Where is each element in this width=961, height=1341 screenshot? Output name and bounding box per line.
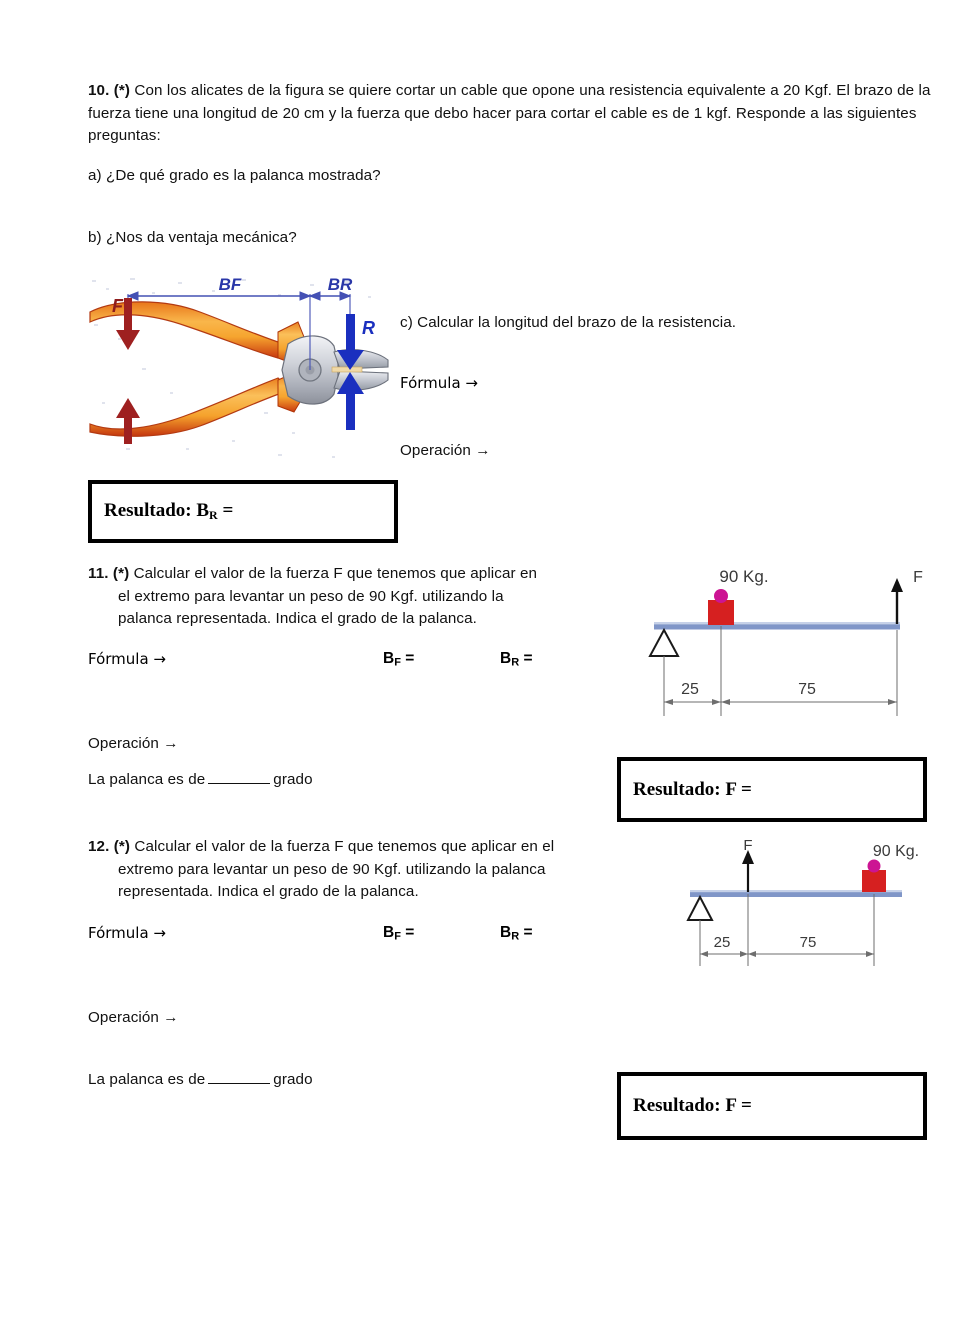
question-11-number: 11.	[88, 565, 109, 582]
question-12-bf-field: $B_F$ =	[383, 924, 415, 943]
weight-label-12: 90 Kg.	[872, 843, 920, 860]
question-12-result-box[interactable]	[617, 1072, 927, 1140]
weight-box	[862, 870, 886, 892]
question-11-marker: (*)	[112, 565, 130, 582]
question-11-bf-field: $B_F$ =	[383, 650, 415, 669]
question-10-part-c: c) Calcular la longitud del brazo de la resistencia.	[400, 314, 737, 331]
dim-right-label-12: 75	[799, 934, 817, 951]
dim-left-label-11: 25	[681, 681, 699, 698]
fulcrum-triangle	[688, 897, 712, 920]
lever-diagram-question-11	[640, 556, 940, 728]
question-10-statement	[88, 80, 936, 148]
dim-left-label-12: 25	[713, 934, 731, 951]
question-10-formula-label: Fórmula →	[400, 374, 478, 392]
question-12-marker: (*)	[113, 838, 131, 855]
question-11-formula-label: Fórmula →	[88, 650, 166, 668]
question-12-br-field: $B_R$ =	[500, 924, 533, 943]
question-11-degree-blank[interactable]	[208, 770, 270, 784]
fulcrum-triangle	[650, 630, 678, 656]
question-12-statement	[88, 836, 658, 904]
question-10-part-a: a) ¿De qué grado es la palanca mostrada?	[88, 167, 381, 184]
weight-dot	[714, 589, 728, 603]
question-10-number: 10.	[88, 82, 110, 99]
question-12-result-label: Resultado: F =	[633, 1095, 752, 1116]
question-10-body: Con los alicates de la figura se quiere cortar un cable que opone una resistencia equivalente a 20 Kgf. El brazo de la fuerza tiene una longitud de 20 cm y la fuerza que debo hacer para cortar el cable es de 1 kgf. Responde a las siguientes preguntas:	[88, 82, 931, 144]
force-arrows	[116, 298, 140, 444]
pliers-label-br: BR	[327, 275, 353, 294]
question-11-line-3: palanca representada. Indica el grado de la palanca.	[118, 610, 477, 627]
question-12-line-2: extremo para levantar un peso de 90 Kgf. utilizando la palanca	[118, 860, 546, 878]
question-11-statement	[88, 563, 634, 631]
cable-at-cutting-edge	[332, 367, 362, 372]
question-12-number: 12.	[88, 838, 110, 855]
question-11-line-1: 11. (*) Calcular el valor de la fuerza F que tenemos que aplicar en	[88, 565, 538, 582]
lever-beam	[654, 624, 900, 630]
pliers-label-bf: BF	[218, 275, 242, 294]
force-arrow-up	[742, 850, 754, 892]
dimension-lines	[700, 951, 874, 957]
question-11-line-2: el extremo para levantar un peso de 90 Kgf. utilizando la	[118, 587, 504, 605]
question-12-degree-blank[interactable]	[208, 1070, 270, 1084]
lower-handle	[90, 378, 290, 436]
lever-beam-highlight	[654, 622, 900, 624]
question-12-degree-line: La palanca es de grado	[88, 1071, 313, 1088]
lever-diagram-question-12	[676, 836, 938, 976]
question-12-line-3: representada. Indica el grado de la palanca.	[118, 883, 419, 900]
weight-label-11: 90 Kg.	[719, 567, 769, 586]
question-10-result-box[interactable]	[88, 480, 398, 543]
question-11-br-field: $B_R$ =	[500, 650, 533, 669]
question-11-result-box[interactable]	[617, 757, 927, 822]
pliers-lever-figure	[82, 272, 392, 467]
force-arrow-up	[891, 578, 903, 624]
lever-beam	[690, 892, 902, 897]
question-10-part-b: b) ¿Nos da ventaja mecánica?	[88, 229, 297, 246]
dim-right-label-11: 75	[798, 681, 816, 698]
weight-box	[708, 600, 734, 625]
question-11-result-label: Resultado: F =	[633, 778, 752, 800]
weight-dot	[868, 860, 881, 873]
question-10-marker: (*)	[113, 82, 131, 99]
question-10-operation-label: Operación →	[400, 442, 491, 459]
dimension-extension-lines	[700, 894, 874, 966]
pliers-label-r: R	[362, 318, 375, 338]
question-12-operation-label: Operación →	[88, 1009, 179, 1026]
question-12-line-1: 12. (*) Calcular el valor de la fuerza F que tenemos que aplicar en el	[88, 838, 555, 855]
question-11-degree-line: La palanca es de grado	[88, 771, 313, 788]
question-10-result-label: Resultado: $B_R$ =	[104, 500, 234, 522]
force-label-12: F	[743, 837, 753, 854]
pliers-label-f: F	[112, 296, 123, 316]
dimension-lines	[664, 699, 897, 705]
question-12-formula-label: Fórmula →	[88, 924, 166, 942]
force-label-11: F	[913, 569, 923, 586]
question-11-operation-label: Operación →	[88, 735, 179, 752]
